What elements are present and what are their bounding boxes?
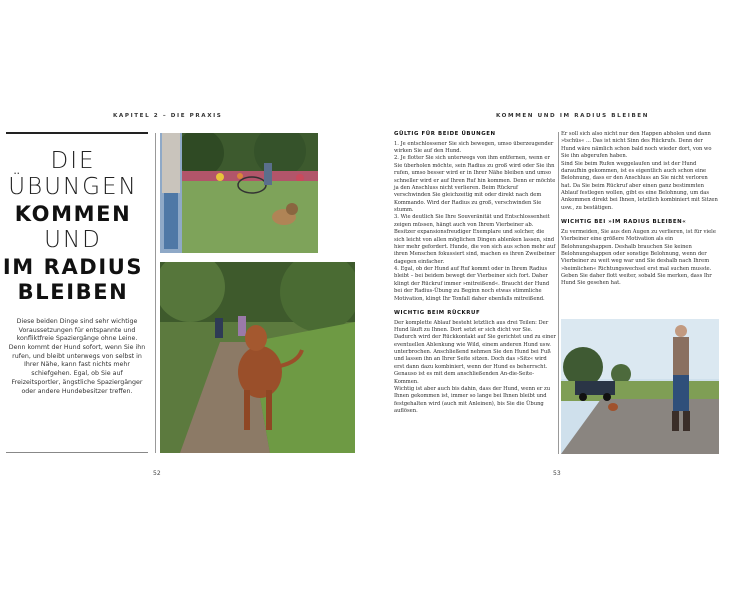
right-page <box>378 0 756 604</box>
title-line-6: BLEIBEN <box>17 280 129 304</box>
heading-recall: WICHTIG BEIM RÜCKRUF <box>394 309 481 316</box>
title-line-1: DIE <box>50 148 96 174</box>
paragraph: 3. Wie deutlich Sie Ihre Souveränität und Entschlossenheit zeigen müssen, hängt auch von Ihrem Vierbeiner ab. Besitzer expansionsfreudiger Exemplare und solcher, die sich leicht von allen möglichen Dingen ablenken lassen, sind hier mehr gefordert. Hunde, die von sich aus schon mehr auf ihren Menschen fokussiert sind, machen es ihren Zweibeiner dagegen einfacher. <box>394 214 556 265</box>
paragraph: Er soll sich also nicht nur den Happen abholen und dann »tschüs« ... Das ist nicht Sinn des Rückrufs. Denn der Hund wäre nämlich schon bald noch wieder dort, von wo Sie ihn abgerufen haben. <box>561 131 712 160</box>
intro-bottom-rule <box>6 452 148 453</box>
text-column-2 <box>561 131 719 288</box>
paragraph: Zu vermeiden, Sie aus den Augen zu verlieren, ist für viele Vierbeiner eine größere Motivation als ein Belohnungshappen. Deshalb brauchen Sie keinen Belohnungshappen oder sonstige Belohnung, wenn der Vierbeiner zu weit weg war und Sie deshalb nach Ihrem »heimlichen« Richtungswechsel erst mal suchen musste. Geben Sie daher flott weiter, sobald Sie merken, dass Ihr Hund Sie gesehen hat. <box>561 228 716 287</box>
paragraph: Wichtig ist aber auch bis dahin, dass der Hund, wenn er zu Ihnen gekommen ist, immer so lange bei Ihnen bleibt und festgehalten wird (auch mit Anleinen), bis Sie die Übung auflösen. <box>394 385 551 415</box>
photo-woman-dog-road <box>561 319 719 454</box>
heading-radius: WICHTIG BEI »IM RADIUS BLEIBEN« <box>561 219 687 226</box>
paragraph: Sind Sie beim Rufen weggelaufen und ist der Hund daraufhin gekommen, ist es eigentlich auch schon eine Belohnung, dass er den Anschluss an Sie nicht verloren hat. Da Sie beim Rückruf aber einen ganz bestimmten Ablauf festlegen wollen, gibt es eine Belohnung, um das Ankommen direkt bei Ihnen, letztlich kombiniert mit Sitzen usw., zu bestätigen. <box>561 160 718 211</box>
paragraph: Der komplette Ablauf besteht letztlich aus drei Teilen: Der Hund läuft zu Ihnen. Dort setzt er sich dicht vor Sie. Dadurch wird der Rückkontakt auf Sie gerichtet und zu einer eventuellen Ablenkung wie Wild, einem anderen Hund usw. unterbrochen. Anschließend nehmen Sie den Hund bei Fuß und lassen ihn an Ihrer Seite sitzen. Doch das »Sitz« wird erst dann dazu kombiniert, wenn der Hund es beherrscht. Genauso ist es mit dem anschließenden An-die-Seite-Kommen. <box>394 319 556 385</box>
intro-text: Diese beiden Dinge sind sehr wichtige Voraussetzungen für entspannte und konfliktfreie Spaziergänge ohne Leine. Denn kommt der Hund sofort, wenn Sie ihn rufen, und bleibt unterwegs von selbst in Ihrer Nähe, kann fast nichts mehr schiefgehen. Egal, ob Sie auf Freizeitsportler, ängstliche Spaziergänger oder andere Hundebesitzer treffen. <box>8 318 146 395</box>
title-line-3: KOMMEN <box>14 202 132 226</box>
page-number-right: 53 <box>553 470 561 477</box>
paragraph: 4. Egal, ob der Hund auf Ruf kommt oder in Ihrem Radius bleibt – bei beidem bewegt der Vierbeiner sich fort. Daher klingt der Rückruf immer »mitreißend«. Braucht der Hund bei der Radius-Übung zu Beginn noch etwas stimmliche Motivation, klingt Ihr Tonfall daher ebenfalls mitreißend. <box>394 266 550 302</box>
heading-both-exercises: GÜLTIG FÜR BEIDE ÜBUNGEN <box>394 131 496 137</box>
paragraph: 2. Je flotter Sie sich unterwegs von ihm entfernen, wenn er Sie überholen möchte, sein Radius zu groß wird oder Sie ihn rufen, umso besser wird er in Ihrer Nähe bleiben und umso schneller wird er auf Ihren Ruf hin kommen. Denn er möchte ja den Anschluss nicht verlieren. Beim Rückruf verschwinden Sie gleichzeitig mit oder direkt nach dem Kommando. Wird der Radius zu groß, verschwinden Sie stumm. <box>394 155 556 214</box>
title-line-4: UND <box>44 227 102 253</box>
running-header-left: KAPITEL 2 – DIE PRAXIS <box>113 113 223 119</box>
photo-dog-running-park <box>160 133 318 253</box>
title-line-2: ÜBUNGEN <box>8 174 138 200</box>
title-line-5: IM RADIUS <box>2 255 144 279</box>
paragraph: 1. Je entschlossener Sie sich bewegen, umso überzeugender wirken Sie auf den Hund. <box>394 140 554 155</box>
text-column-1 <box>394 131 556 415</box>
page-number-left: 52 <box>153 470 161 477</box>
photo-vizsla-on-path <box>160 262 355 453</box>
column-divider-right <box>558 132 559 454</box>
title-top-rule <box>6 132 148 134</box>
column-divider-left <box>155 133 156 453</box>
chapter-title <box>0 150 146 303</box>
running-header-right: KOMMEN UND IM RADIUS BLEIBEN <box>496 113 650 119</box>
